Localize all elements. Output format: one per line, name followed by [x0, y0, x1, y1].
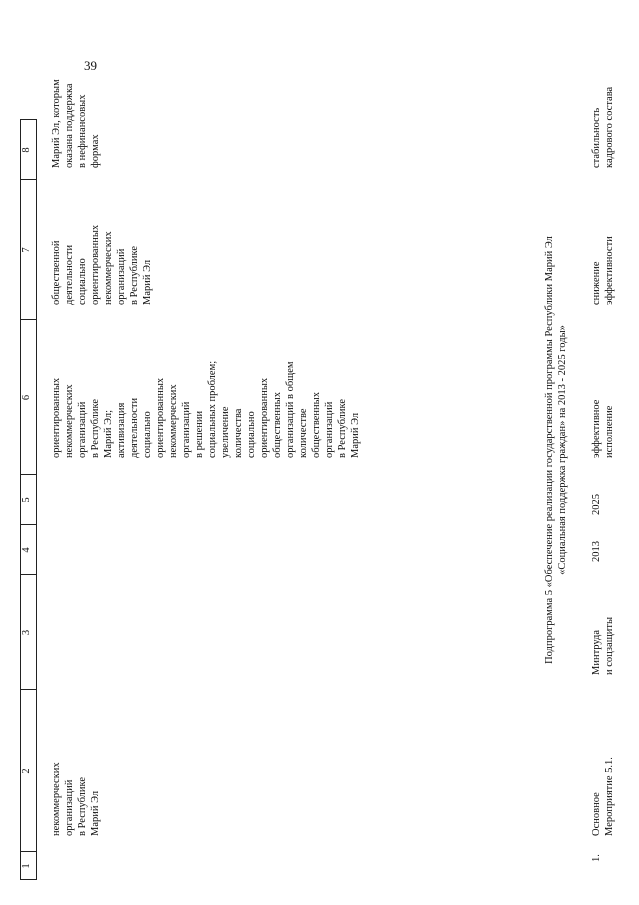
text-line: активизация — [116, 402, 127, 458]
row-1-col6 — [590, 348, 616, 458]
text-line: кадрового состава — [604, 86, 615, 168]
subprogram-title-line-1: Подпрограмма 5 «Обеспечение реализации государственной программы Республики Марий Эл — [544, 236, 555, 664]
text-line: организаций — [324, 401, 335, 458]
text-line: деятельности — [64, 244, 75, 305]
text-line: Мероприятие 5.1. — [604, 757, 615, 836]
text-line: исполнение — [604, 405, 615, 458]
subprogram-title — [543, 170, 569, 730]
text-line: Марий Эл — [142, 259, 153, 305]
cont-col8 — [50, 68, 102, 168]
text-line: количества — [233, 408, 244, 458]
text-line: некоммерческих — [168, 384, 179, 458]
text-line: в нефинансовых — [77, 94, 88, 168]
text-line: организаций — [64, 779, 75, 836]
text-line: эффективности — [604, 236, 615, 305]
text-line: организаций — [181, 401, 192, 458]
header-col-6: 6 — [21, 394, 32, 401]
text-line: в Республике — [90, 398, 101, 458]
text-line: Минтруда — [591, 630, 602, 675]
header-col-5: 5 — [21, 497, 32, 503]
header-col-4: 4 — [21, 547, 32, 553]
text-line: социально — [142, 411, 153, 458]
text-line: в решении — [194, 410, 205, 458]
text-line: ориентированных — [51, 377, 62, 458]
text-line: деятельности — [129, 397, 140, 458]
text-line: организаций — [77, 401, 88, 458]
row-1-col8 — [590, 68, 616, 168]
text-line: ориентированных — [259, 377, 270, 458]
text-line: организаций в общем — [285, 361, 296, 458]
text-line: Марий Эл; — [103, 409, 114, 458]
header-col-7: 7 — [21, 247, 32, 253]
landscape-table-page — [20, 60, 620, 880]
text-line: в Республике — [337, 398, 348, 458]
cont-col7 — [50, 195, 154, 305]
cont-col2 — [50, 726, 102, 836]
row-1-number: 1. — [591, 854, 602, 862]
header-col-8: 8 — [21, 147, 32, 153]
text-line: Марий Эл, которым — [51, 79, 62, 168]
row-1-col4: 2013 — [591, 541, 602, 562]
text-line: в Республике — [77, 776, 88, 836]
text-line: стабильность — [591, 107, 602, 168]
text-line: оказана поддержка — [64, 83, 75, 168]
text-line: Марий Эл — [350, 412, 361, 458]
text-line: некоммерческих — [103, 231, 114, 305]
text-line: социальных проблем; — [207, 360, 218, 458]
header-col-1: 1 — [21, 863, 32, 869]
text-line: ориентированных — [155, 377, 166, 458]
text-line: количестве — [298, 408, 309, 458]
text-line: социально — [246, 411, 257, 458]
text-line: эффективное — [591, 399, 602, 458]
row-1-col2 — [590, 726, 616, 836]
text-line: общественных — [311, 392, 322, 458]
row-1-col3 — [590, 585, 616, 675]
header-col-3: 3 — [21, 629, 32, 636]
text-line: организаций — [116, 248, 127, 305]
text-line: увеличение — [220, 406, 231, 458]
row-1-col5: 2025 — [591, 494, 602, 515]
text-line: общественных — [272, 392, 283, 458]
text-line: Марий Эл — [90, 790, 101, 836]
text-line: общественной — [51, 240, 62, 305]
table-header-rule — [36, 120, 37, 880]
text-line: снижение — [591, 261, 602, 305]
text-line: некоммерческих — [51, 762, 62, 836]
subprogram-title-line-2: «Социальная поддержка граждан» на 2013 - 2025 годы» — [557, 325, 568, 575]
text-line: Основное — [591, 792, 602, 836]
text-line: некоммерческих — [64, 384, 75, 458]
header-col-2: 2 — [21, 768, 32, 774]
cont-col6 — [50, 348, 362, 458]
text-line: в Республике — [129, 245, 140, 305]
row-1-col7 — [590, 195, 616, 305]
text-line: и соцзащиты — [604, 616, 615, 675]
page-number: 39 — [84, 58, 97, 73]
text-line: социально — [77, 258, 88, 305]
text-line: ориентированных — [90, 224, 101, 305]
text-line: формах — [90, 134, 101, 168]
